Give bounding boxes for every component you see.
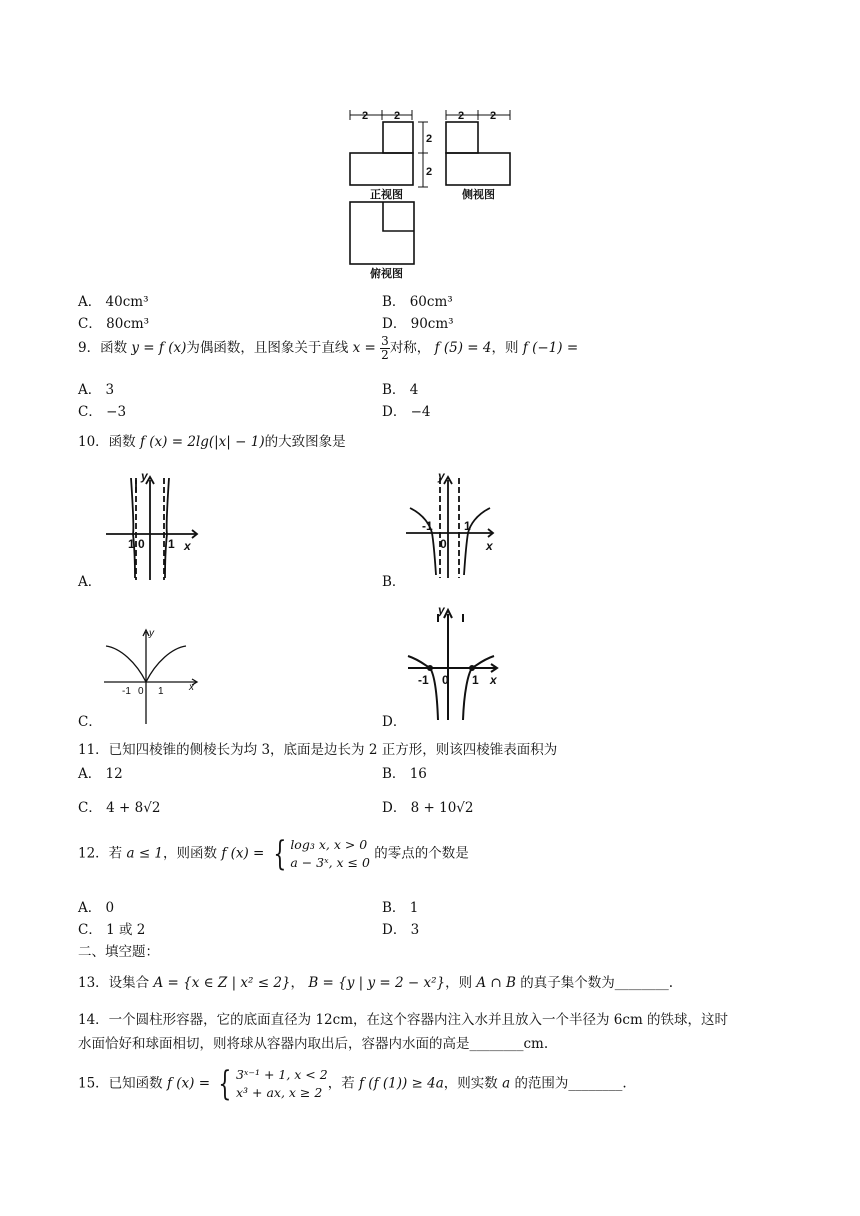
option-text: −3	[106, 404, 127, 420]
tick-label: -1	[122, 686, 131, 697]
q14-line-2[interactable]: 水面恰好和球面相切，则将球从容器内取出后，容器内水面的高是________cm.	[78, 1036, 549, 1052]
frac-num: 3	[381, 334, 389, 348]
q10-stem	[78, 430, 346, 450]
q9-option-a[interactable]	[78, 378, 114, 398]
math: B = {y | y = 2 − x²}	[308, 975, 446, 991]
math: f (5) = 4	[434, 340, 492, 356]
tick-label: 0	[442, 673, 449, 687]
section-heading: 二、填空题：	[78, 944, 159, 960]
zero-point	[469, 665, 475, 671]
tick-label: 0	[138, 686, 144, 697]
option-key: C．	[78, 922, 102, 938]
option-text: 3	[105, 382, 115, 398]
option-key: B．	[382, 574, 406, 590]
text: 的大致图象是	[264, 434, 346, 450]
math: f (x) =	[166, 1075, 211, 1092]
q11-option-a[interactable]	[78, 762, 123, 782]
tick-label: 1	[168, 537, 175, 551]
option-key: A．	[78, 574, 102, 590]
text: 13．设集合	[78, 975, 150, 991]
q8-option-d[interactable]	[382, 312, 454, 332]
three-view-figure	[340, 105, 530, 280]
axis-label-x: x	[189, 682, 194, 693]
tick-label: 1 0	[128, 537, 145, 551]
q12-option-a[interactable]	[78, 896, 114, 916]
math: a	[502, 1075, 511, 1092]
top-view-label: 俯视图	[370, 268, 403, 280]
side-view-label: 侧视图	[462, 189, 495, 201]
dim-label: 2	[426, 133, 433, 145]
math: y = f (x)	[131, 340, 187, 356]
option-text: 1 或 2	[106, 922, 146, 938]
option-text: 3	[410, 922, 420, 938]
answer-blank[interactable]: 的范围为________.	[514, 1075, 627, 1092]
option-text: 12	[105, 766, 123, 782]
math: a ≤ 1	[126, 845, 164, 862]
q10-option-d[interactable]	[382, 710, 406, 730]
option-text: −4	[410, 404, 431, 420]
q9-option-c[interactable]	[78, 400, 126, 420]
option-text: 90cm³	[410, 316, 454, 332]
option-text: 4 + 8√2	[106, 800, 161, 816]
text: 10．函数	[78, 434, 136, 450]
fraction	[380, 335, 390, 362]
q9-option-d[interactable]	[382, 400, 431, 420]
option-text: 1	[409, 900, 419, 916]
option-key: B．	[382, 294, 406, 310]
tick-label: 1	[158, 686, 164, 697]
option-key: C．	[78, 316, 102, 332]
case: a − 3ˣ, x ≤ 0	[290, 855, 370, 870]
option-key: B．	[382, 766, 406, 782]
option-key: A．	[78, 382, 102, 398]
axis-label-y: y	[438, 470, 445, 483]
option-text: 16	[409, 766, 427, 782]
option-key: D．	[382, 922, 407, 938]
dim-label: 2	[394, 110, 401, 122]
math: f (f (1)) ≥ 4a	[359, 1075, 444, 1092]
axis-label-x: x	[490, 673, 497, 687]
q11-option-d[interactable]	[382, 796, 473, 816]
dim-label: 2	[426, 166, 433, 178]
math: f (x) =	[221, 845, 265, 862]
q15-stem	[78, 1066, 627, 1102]
text: ，若	[327, 1075, 355, 1092]
tick-label: 0	[440, 537, 447, 551]
text: 的零点的个数是	[374, 845, 469, 862]
case: x³ + ax, x ≥ 2	[235, 1085, 323, 1100]
q11-option-b[interactable]	[382, 762, 427, 782]
graph-a[interactable]	[100, 468, 210, 583]
option-key: A．	[78, 766, 102, 782]
piecewise-cases	[236, 1066, 328, 1102]
option-key: C．	[78, 800, 102, 816]
option-key: B．	[382, 900, 406, 916]
q12-option-b[interactable]	[382, 896, 418, 916]
q11-option-c[interactable]	[78, 796, 160, 816]
graph-d[interactable]	[404, 602, 514, 724]
option-text: 60cm³	[409, 294, 453, 310]
option-key: B．	[382, 382, 406, 398]
piecewise-cases	[290, 836, 370, 872]
answer-blank[interactable]: 的真子集个数为________.	[520, 975, 674, 991]
dim-label: 2	[458, 110, 465, 122]
axis-label-x: x	[486, 539, 493, 553]
axis-label-x: x	[184, 539, 191, 553]
dim-label: 2	[362, 110, 369, 122]
dim-label: 2	[490, 110, 497, 122]
q12-option-d[interactable]	[382, 918, 419, 938]
q9-stem	[78, 335, 578, 362]
q12-stem	[78, 836, 469, 872]
option-key: A．	[78, 900, 102, 916]
option-key: C．	[78, 714, 102, 730]
tick-label: 1	[464, 519, 471, 533]
option-key: D．	[382, 404, 407, 420]
text: ，	[290, 975, 305, 991]
text: 对称，	[389, 340, 431, 356]
math: A ∩ B	[476, 975, 516, 991]
tick-label: -1	[422, 519, 433, 533]
option-key: D．	[382, 800, 407, 816]
q10-option-b[interactable]	[382, 570, 405, 590]
option-text: 40cm³	[105, 294, 149, 310]
graph-b[interactable]	[402, 470, 502, 580]
text: 9．函数	[78, 340, 128, 356]
case: 3ˣ⁻¹ + 1, x < 2	[235, 1067, 328, 1082]
text: ，则函数	[163, 845, 218, 862]
option-text: 8 + 10√2	[410, 800, 474, 816]
case: log₃ x, x > 0	[290, 837, 368, 852]
q13-stem	[78, 971, 673, 991]
q11-stem: 11．已知四棱锥的侧棱长为均 3，底面是边长为 2 正方形，则该四棱锥表面积为	[78, 742, 558, 758]
text: ，则	[445, 975, 473, 991]
text: 12．若	[78, 845, 123, 862]
q8-option-a[interactable]	[78, 290, 149, 310]
frac-den: 2	[381, 348, 389, 362]
text: ，则	[491, 340, 519, 356]
option-text: 80cm³	[106, 316, 150, 332]
q10-option-c[interactable]	[78, 710, 102, 730]
axis-label-y: y	[149, 628, 154, 639]
tick-label: 1	[472, 673, 479, 687]
text: 为偶函数，且图象关于直线	[186, 340, 349, 356]
text: ，则实数	[443, 1075, 498, 1092]
graph-c[interactable]	[100, 620, 210, 726]
axis-label-y: y	[438, 603, 445, 617]
q14-line-1: 14．一个圆柱形容器，它的底面直径为 12cm，在这个容器内注入水并且放入一个半径为 6cm 的铁球，这时	[78, 1012, 729, 1028]
math: f (−1) =	[522, 340, 579, 356]
left-brace: {	[218, 1064, 232, 1104]
q9-option-b[interactable]	[382, 378, 418, 398]
axis-label-y: y	[141, 469, 148, 483]
q10-option-a[interactable]	[78, 570, 101, 590]
option-key: C．	[78, 404, 102, 420]
zero-point	[427, 665, 433, 671]
front-view-label: 正视图	[370, 189, 403, 201]
left-brace: {	[273, 834, 286, 874]
math: A = {x ∈ Z | x² ≤ 2}	[153, 975, 291, 991]
option-text: 0	[105, 900, 115, 916]
q12-option-c[interactable]	[78, 918, 145, 938]
text: 15．已知函数	[78, 1075, 163, 1092]
math: x =	[352, 340, 376, 356]
math: f (x) = 2lg(|x| − 1)	[139, 434, 265, 450]
option-text: 4	[409, 382, 419, 398]
q8-option-b[interactable]	[382, 290, 453, 310]
option-key: D．	[382, 316, 407, 332]
option-key: D．	[382, 714, 407, 730]
option-key: A．	[78, 294, 102, 310]
q8-option-c[interactable]	[78, 312, 149, 332]
tick-label: -1	[418, 673, 429, 687]
